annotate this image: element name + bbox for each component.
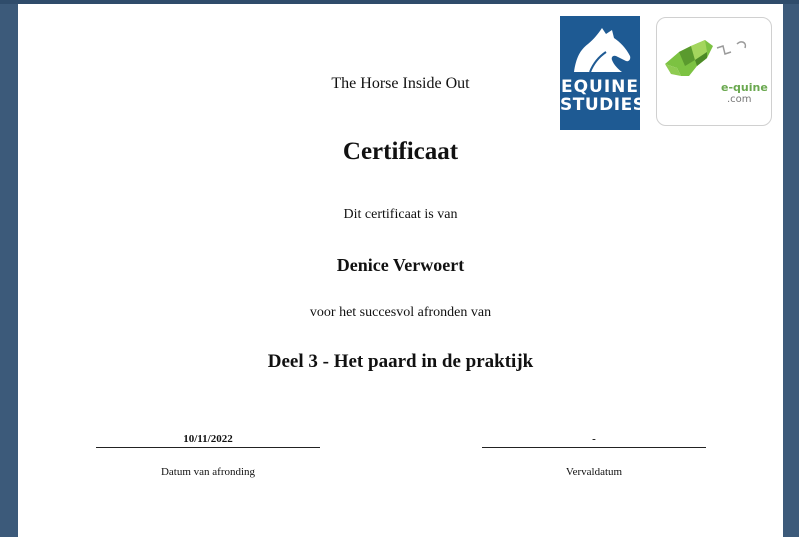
completion-date-line (96, 447, 320, 448)
equine-studies-line1: EQUINE (560, 77, 640, 97)
expiry-date-line (482, 447, 706, 448)
equine-com-brand: e-quine (721, 81, 768, 94)
completion-date-block (96, 432, 320, 478)
module-title: Deel 3 - Het paard in de praktijk (267, 351, 534, 372)
equine-com-suffix: .com (727, 94, 752, 105)
completion-date: 10/11/2022 (183, 433, 233, 445)
expiry-date: - (592, 433, 596, 445)
expiry-date-label: Vervaldatum (565, 466, 623, 478)
course-name: The Horse Inside Out (331, 75, 470, 92)
equine-studies-logo (560, 16, 646, 130)
recipient-name: Denice Verwoert (336, 255, 465, 275)
certificate-page (18, 4, 783, 537)
completion-date-label: Datum van afronding (160, 466, 256, 478)
certificate-title: Certificaat (342, 138, 459, 165)
intro-text: Dit certificaat is van (343, 207, 458, 222)
equine-com-logo (656, 17, 772, 126)
equine-studies-line2: STUDIES (560, 95, 646, 115)
horse-head-icon (566, 22, 634, 74)
expiry-date-block (482, 432, 706, 478)
completion-text: voor het succesvol afronden van (309, 305, 492, 320)
